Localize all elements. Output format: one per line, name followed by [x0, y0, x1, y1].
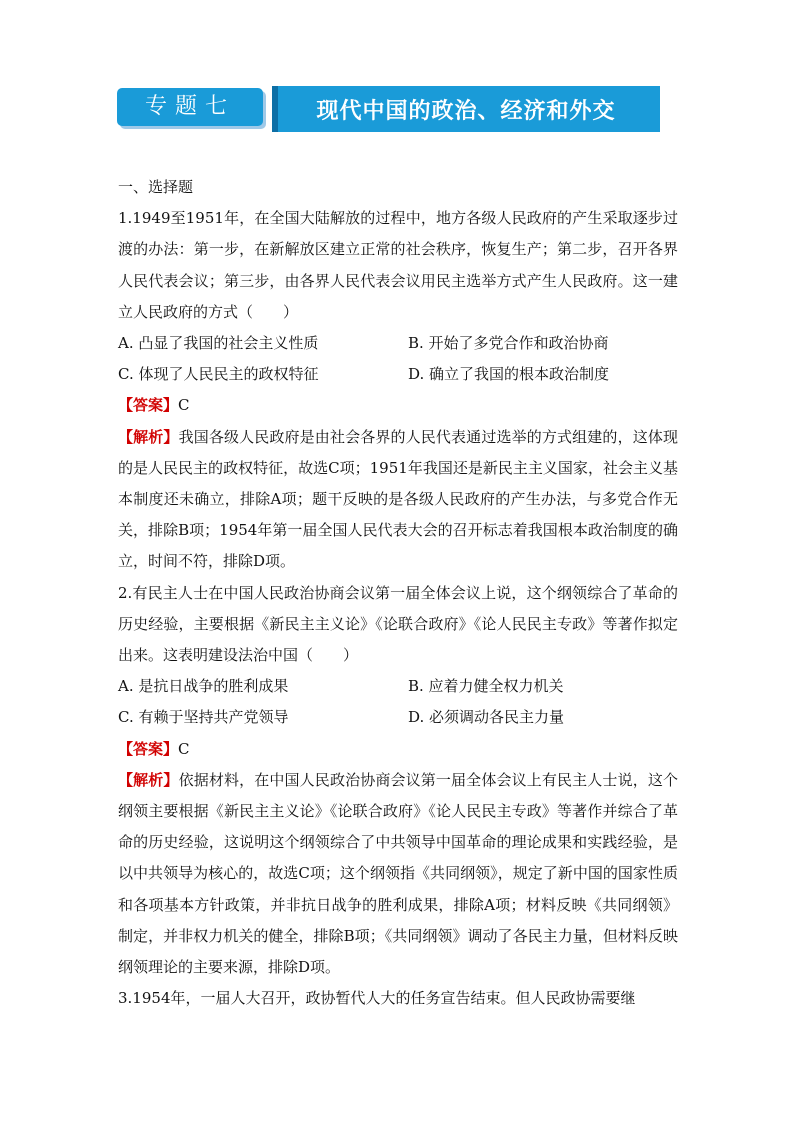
question-1-answer — [118, 390, 678, 421]
question-1-options — [118, 328, 678, 390]
question-1-analysis-text: 我国各级人民政府是由社会各界的人民代表通过选举的方式组建的，这体现的是人民民主的政权特征，故选C项；1951年我国还是新民主主义国家，社会主义基本制度还未确立，排除A项；题干反映的是各级人民政府的产生办法，与多党合作无关，排除B项；1954年第一届全国人民代表大会的召开标志着我国根本政治制度的确立，时间不符，排除D项。 — [118, 427, 678, 571]
question-1-option-a: A. 凸显了我国的社会主义性质 — [118, 334, 319, 353]
question-2-analysis — [118, 765, 678, 983]
topic-tag: 专题七 — [117, 88, 263, 126]
question-2-answer-value: C — [178, 739, 190, 758]
answer-label: 【答案】 — [118, 396, 179, 415]
question-1-answer-value: C — [178, 396, 190, 415]
question-3-stem: 3.1954年，一届人大召开，政协暂代人大的任务宣告结束。但人民政协需要继 — [118, 989, 636, 1008]
question-content — [118, 172, 678, 1014]
question-2-stem: 2.有民主人士在中国人民政治协商会议第一届全体会议上说，这个纲领综合了革命的历史经验，主要根据《新民主主义论》《论联合政府》《论人民民主专政》等著作拟定出来。这表明建设法治中国（ ） — [118, 583, 678, 665]
question-1-stem: 1.1949至1951年，在全国大陆解放的过程中，地方各级人民政府的产生采取逐步过渡的办法：第一步，在新解放区建立正常的社会秩序，恢复生产；第二步，召开各界人民代表会议；第三步，由各界人民代表会议用民主选举方式产生人民政府。这一建立人民政府的方式（ ） — [118, 209, 678, 321]
analysis-label: 【解析】 — [118, 770, 179, 789]
section-title: 一、选择题 — [118, 178, 194, 196]
topic-banner — [117, 86, 660, 132]
answer-label: 【答案】 — [118, 739, 179, 758]
question-1-analysis — [118, 422, 678, 578]
question-2-analysis-text: 依据材料，在中国人民政治协商会议第一届全体会议上有民主人士说，这个纲领主要根据《新民主主义论》《论联合政府》《论人民民主专政》等著作并综合了革命的历史经验，这说明这个纲领综合了中共领导中国革命的理论成果和实践经验，是以中共领导为核心的，故选C项；这个纲领指《共同纲领》，规定了新中国的国家性质和各项基本方针政策，并非抗日战争的胜利成果，排除A项；材料反映《共同纲领》制定，并非权力机关的健全，排除B项；《共同纲领》调动了各民主力量，但材料反映纲领理论的主要来源，排除D项。 — [118, 770, 678, 977]
topic-title: 现代中国的政治、经济和外交 — [272, 86, 660, 132]
question-2-answer — [118, 734, 678, 765]
question-1-option-c: C. 体现了人民民主的政权特征 — [118, 365, 319, 384]
question-2-option-d: D. 必须调动各民主力量 — [408, 708, 565, 727]
title-accent-bar — [272, 86, 278, 132]
question-2-option-a: A. 是抗日战争的胜利成果 — [118, 677, 289, 696]
analysis-label: 【解析】 — [118, 427, 179, 446]
question-2-options — [118, 671, 678, 733]
question-2-option-c: C. 有赖于坚持共产党领导 — [118, 708, 289, 727]
question-2-option-b: B. 应着力健全权力机关 — [408, 677, 564, 696]
question-1-option-b: B. 开始了多党合作和政治协商 — [408, 334, 609, 353]
question-1-option-d: D. 确立了我国的根本政治制度 — [408, 365, 610, 384]
